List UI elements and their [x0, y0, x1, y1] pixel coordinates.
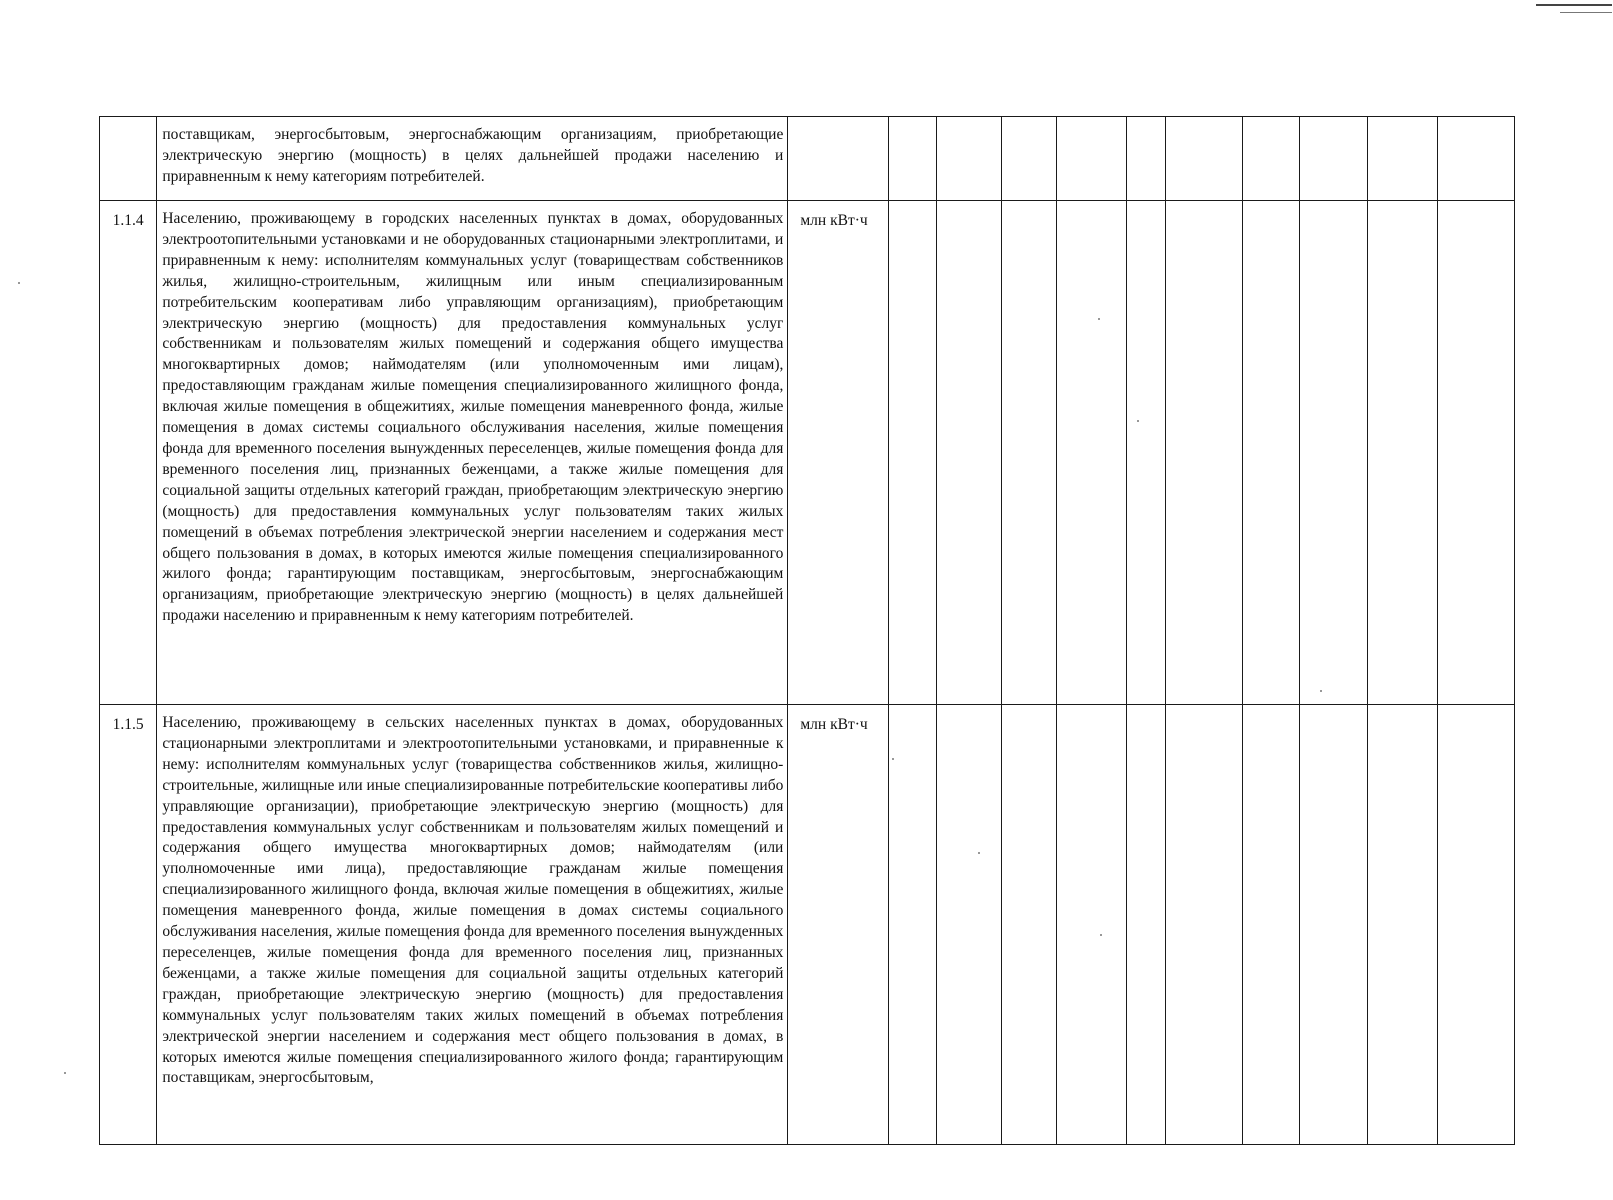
value-cell: [1127, 201, 1165, 705]
value-cell: [1127, 117, 1165, 201]
row-unit: [788, 117, 889, 201]
value-cell: [1165, 705, 1242, 1145]
value-cell: [1299, 201, 1367, 705]
value-cell: [937, 117, 1001, 201]
scan-speck: [1320, 690, 1322, 692]
row-description: Населению, проживающему в сельских населенных пунктах в домах, оборудованных стационарными электроплитами и электроотопительными установками, и приравненные к нему: исполнителям коммунальных услуг (товарищества собственников жилья, жилищно-строительные, жилищные или иные специализированные потребительские кооперативы либо управляющие организации), приобретающие электрическую энергию (мощность) для предоставления коммунальных услуг собственникам и пользователям жилых помещений и содержания общего имущества многоквартирных домов; наймодателям (или уполномоченные ими лица), предоставляющие гражданам жилые помещения специализированного жилищного фонда, включая жилые помещения в общежитиях, жилые помещения маневренного фонда, жилые помещения в домах системы социального обслуживания населения, жилые помещения фонда для временного поселения вынужденных переселенцев, жилые помещения фонда для временного поселения лиц, признанных беженцами, а также жилые помещения для социальной защиты отдельных категорий граждан, приобретающие электрическую энергию (мощность) для предоставления коммунальных услуг пользователям таких жилых помещений в объемах потребления электрической энергии населением и содержания мест общего пользования в домах, в которых имеются жилые помещения специализированного жилого фонда; гарантирующим поставщикам, энергосбытовым,: [157, 705, 788, 1145]
value-cell: [1367, 705, 1437, 1145]
value-cell: [888, 201, 936, 705]
value-cell: [1243, 201, 1299, 705]
scan-speck: [64, 1072, 66, 1074]
value-cell: [888, 117, 936, 201]
table-row: [100, 705, 1515, 1145]
scan-edge-mark: [1560, 12, 1612, 13]
row-number: [100, 117, 157, 201]
value-cell: [1057, 117, 1127, 201]
scan-speck: [1100, 934, 1102, 936]
row-unit: млн кВт·ч: [788, 201, 889, 705]
value-cell: [1001, 705, 1056, 1145]
scan-edge-mark: [1536, 4, 1612, 6]
tariff-volume-table: [99, 116, 1515, 1145]
value-cell: [1299, 117, 1367, 201]
value-cell: [1299, 705, 1367, 1145]
row-number: 1.1.4: [100, 201, 157, 705]
scan-speck: [1098, 318, 1100, 320]
scan-speck: [978, 852, 980, 854]
row-description: поставщикам, энергосбытовым, энергоснабжающим организациям, приобретающие электрическую энергию (мощность) в целях дальнейшей продажи населению и приравненным к нему категориям потребителей.: [157, 117, 788, 201]
value-cell: [888, 705, 936, 1145]
value-cell: [937, 705, 1001, 1145]
value-cell: [1438, 705, 1515, 1145]
row-number: 1.1.5: [100, 705, 157, 1145]
value-cell: [1367, 117, 1437, 201]
value-cell: [1438, 117, 1515, 201]
value-cell: [1438, 201, 1515, 705]
value-cell: [1243, 117, 1299, 201]
value-cell: [1057, 201, 1127, 705]
table-row: [100, 201, 1515, 705]
value-cell: [1165, 117, 1242, 201]
value-cell: [1165, 201, 1242, 705]
value-cell: [1001, 201, 1056, 705]
scan-speck: [892, 758, 894, 760]
value-cell: [1243, 705, 1299, 1145]
value-cell: [1001, 117, 1056, 201]
row-unit: млн кВт·ч: [788, 705, 889, 1145]
table-row: [100, 117, 1515, 201]
value-cell: [1057, 705, 1127, 1145]
row-description: Населению, проживающему в городских населенных пунктах в домах, оборудованных электроотопительными установками и не оборудованных стационарными электроплитами, и приравненным к нему: исполнителям коммунальных услуг (товариществам собственников жилья, жилищно-строительным, жилищным или иным специализированным потребительским кооперативам либо управляющим организациям), приобретающим электрическую энергию (мощность) для предоставления коммунальных услуг собственникам и пользователям жилых помещений и содержания общего имущества многоквартирных домов; наймодателям (или уполномоченным ими лицам), предоставляющим гражданам жилые помещения специализированного жилищного фонда, включая жилые помещения в общежитиях, жилые помещения маневренного фонда, жилые помещения в домах системы социального обслуживания населения, жилые помещения фонда для временного поселения вынужденных переселенцев, жилые помещения фонда для временного поселения лиц, признанных беженцами, а также жилые помещения для социальной защиты отдельных категорий граждан, приобретающим электрическую энергию (мощность) для предоставления коммунальных услуг пользователям таких жилых помещений в объемах потребления электрической энергии населением и содержания мест общего пользования в домах, в которых имеются жилые помещения специализированного жилого фонда; гарантирующим поставщикам, энергосбытовым, энергоснабжающим организациям, приобретающие электрическую энергию (мощность) в целях дальнейшей продажи населению и приравненным к нему категориям потребителей.: [157, 201, 788, 705]
scan-speck: [1137, 420, 1139, 422]
value-cell: [937, 201, 1001, 705]
value-cell: [1367, 201, 1437, 705]
scan-speck: [18, 282, 20, 284]
value-cell: [1127, 705, 1165, 1145]
